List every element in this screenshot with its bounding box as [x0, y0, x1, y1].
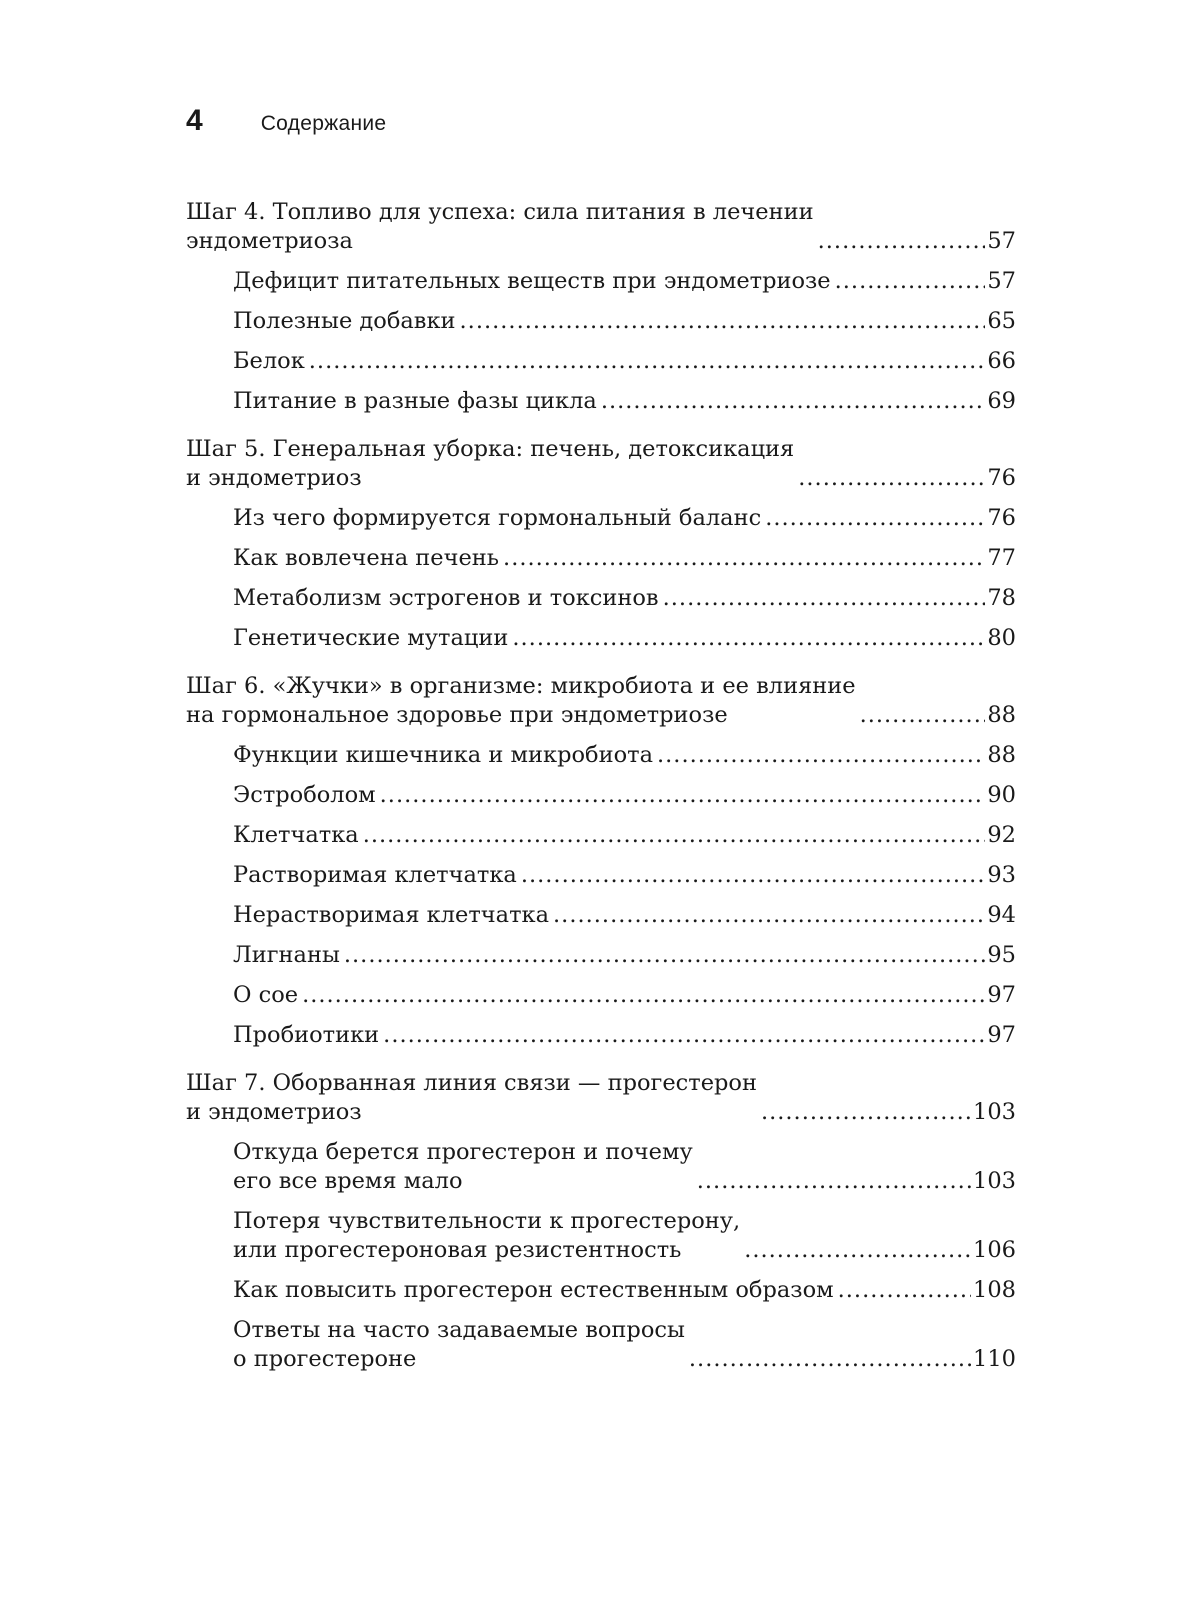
toc-section [186, 435, 1016, 653]
entry-title [233, 781, 376, 810]
page-ref: 66 [987, 348, 1016, 374]
subsection-entry[interactable] [186, 307, 1016, 336]
subsection-entry[interactable] [186, 1316, 1016, 1374]
toc-section [186, 1069, 1016, 1374]
entry-title-line: Растворимая клетчатка [233, 862, 517, 888]
dot-leader [512, 624, 985, 653]
page-ref: 57 [987, 268, 1016, 294]
subsection-entry[interactable] [186, 387, 1016, 416]
entry-title-line: Пробиотики [233, 1022, 380, 1048]
dot-leader [460, 307, 986, 336]
page-ref: 88 [987, 742, 1016, 768]
entry-title [233, 504, 761, 533]
page-ref: 103 [973, 1168, 1016, 1194]
page-ref: 95 [987, 942, 1016, 968]
entry-title [233, 307, 456, 336]
dot-leader [657, 741, 985, 770]
entry-title-line: Как повысить прогестерон естественным образом [233, 1277, 834, 1303]
entry-title [233, 1138, 693, 1196]
subsection-entry[interactable] [186, 1138, 1016, 1196]
page-ref: 76 [987, 505, 1016, 531]
dot-leader [744, 1236, 971, 1265]
entry-title [233, 1207, 740, 1265]
entry-title-line: Шаг 6. «Жучки» в организме: микробиота и ее влияние [186, 673, 856, 699]
page-ref: 88 [987, 702, 1016, 728]
page-ref: 103 [973, 1099, 1016, 1125]
page-header [186, 104, 386, 138]
entry-title-line: Генетические мутации [233, 625, 509, 651]
page-ref: 90 [987, 782, 1016, 808]
subsection-entry[interactable] [186, 1276, 1016, 1305]
page-ref: 106 [973, 1237, 1016, 1263]
dot-leader [835, 267, 986, 296]
dot-leader [553, 901, 985, 930]
entry-title [233, 1276, 834, 1305]
subsection-entry[interactable] [186, 584, 1016, 613]
entry-title-line: Клетчатка [233, 822, 359, 848]
subsection-entry[interactable] [186, 624, 1016, 653]
subsection-entry[interactable] [186, 781, 1016, 810]
subsection-entry[interactable] [186, 861, 1016, 890]
dot-leader [503, 544, 985, 573]
chapter-entry[interactable] [186, 435, 1016, 493]
subsection-entry[interactable] [186, 741, 1016, 770]
entry-title-line: и эндометриоз [186, 1099, 362, 1125]
page-ref: 69 [987, 388, 1016, 414]
entry-title-line: Из чего формируется гормональный баланс [233, 505, 762, 531]
dot-leader [601, 387, 986, 416]
entry-title-line: и эндометриоз [186, 465, 362, 491]
entry-title-line: О сое [233, 982, 299, 1008]
entry-title [233, 741, 653, 770]
dot-leader [761, 1098, 971, 1127]
subsection-entry[interactable] [186, 347, 1016, 376]
subsection-entry[interactable] [186, 981, 1016, 1010]
entry-title [233, 981, 298, 1010]
page-ref: 93 [987, 862, 1016, 888]
entry-title [233, 861, 517, 890]
subsection-entry[interactable] [186, 504, 1016, 533]
page-ref: 92 [987, 822, 1016, 848]
dot-leader [663, 584, 986, 613]
page-ref: 65 [987, 308, 1016, 334]
dot-leader [838, 1276, 971, 1305]
subsection-entry[interactable] [186, 267, 1016, 296]
dot-leader [380, 781, 986, 810]
dot-leader [521, 861, 986, 890]
entry-title-line: его все время мало [233, 1168, 463, 1194]
entry-title [186, 1069, 757, 1127]
toc-section [186, 198, 1016, 416]
entry-title-line: эндометриоза [186, 228, 353, 254]
subsection-entry[interactable] [186, 1207, 1016, 1265]
entry-title [233, 624, 508, 653]
page-ref: 57 [987, 228, 1016, 254]
entry-title-line: Ответы на часто задаваемые вопросы [233, 1317, 685, 1343]
entry-title [233, 901, 549, 930]
dot-leader [302, 981, 985, 1010]
subsection-entry[interactable] [186, 1021, 1016, 1050]
entry-title-line: Нерастворимая клетчатка [233, 902, 550, 928]
dot-leader [818, 227, 986, 256]
subsection-entry[interactable] [186, 901, 1016, 930]
entry-title [233, 347, 305, 376]
entry-title-line: Шаг 4. Топливо для успеха: сила питания в лечении [186, 199, 814, 225]
entry-title [186, 435, 794, 493]
dot-leader [798, 464, 985, 493]
entry-title-line: Как вовлечена печень [233, 545, 500, 571]
chapter-entry[interactable] [186, 198, 1016, 256]
entry-title-line: Откуда берется прогестерон и почему [233, 1139, 693, 1165]
entry-title [233, 1316, 685, 1374]
chapter-entry[interactable] [186, 1069, 1016, 1127]
entry-title [186, 672, 856, 730]
entry-title-line: Дефицит питательных веществ при эндометриозе [233, 268, 831, 294]
running-title: Содержание [260, 112, 387, 135]
page-ref: 78 [987, 585, 1016, 611]
subsection-entry[interactable] [186, 941, 1016, 970]
dot-leader [363, 821, 986, 850]
page-ref: 110 [973, 1346, 1016, 1372]
entry-title-line: Эстроболом [233, 782, 376, 808]
dot-leader [344, 941, 985, 970]
toc-section [186, 672, 1016, 1050]
page-ref: 76 [987, 465, 1016, 491]
entry-title-line: Шаг 5. Генеральная уборка: печень, детоксикация [186, 436, 795, 462]
dot-leader [860, 701, 986, 730]
entry-title-line: Функции кишечника и микробиота [233, 742, 653, 768]
subsection-entry[interactable] [186, 544, 1016, 573]
chapter-entry[interactable] [186, 672, 1016, 730]
page-ref: 80 [987, 625, 1016, 651]
entry-title-line: Питание в разные фазы цикла [233, 388, 597, 414]
dot-leader [765, 504, 985, 533]
entry-title-line: на гормональное здоровье при эндометриозе [186, 702, 728, 728]
page-ref: 108 [973, 1277, 1016, 1303]
entry-title-line: Метаболизм эстрогенов и токсинов [233, 585, 659, 611]
entry-title-line: Шаг 7. Оборванная линия связи — прогестерон [186, 1070, 757, 1096]
entry-title [233, 387, 597, 416]
subsection-entry[interactable] [186, 821, 1016, 850]
table-of-contents [186, 198, 1016, 1393]
entry-title [186, 198, 814, 256]
page-number: 4 [186, 104, 203, 137]
entry-title [233, 821, 359, 850]
page-ref: 77 [987, 545, 1016, 571]
entry-title [233, 1021, 379, 1050]
page-ref: 94 [987, 902, 1016, 928]
dot-leader [697, 1167, 971, 1196]
entry-title-line: Полезные добавки [233, 308, 456, 334]
entry-title [233, 941, 340, 970]
dot-leader [689, 1345, 971, 1374]
page-ref: 97 [987, 982, 1016, 1008]
entry-title-line: Белок [233, 348, 305, 374]
page-ref: 97 [987, 1022, 1016, 1048]
entry-title-line: Лигнаны [233, 942, 340, 968]
entry-title-line: Потеря чувствительности к прогестерону, [233, 1208, 741, 1234]
entry-title-line: или прогестероновая резистентность [233, 1237, 682, 1263]
entry-title [233, 544, 499, 573]
dot-leader [309, 347, 986, 376]
entry-title [233, 267, 831, 296]
entry-title-line: о прогестероне [233, 1346, 417, 1372]
entry-title [233, 584, 659, 613]
dot-leader [383, 1021, 985, 1050]
